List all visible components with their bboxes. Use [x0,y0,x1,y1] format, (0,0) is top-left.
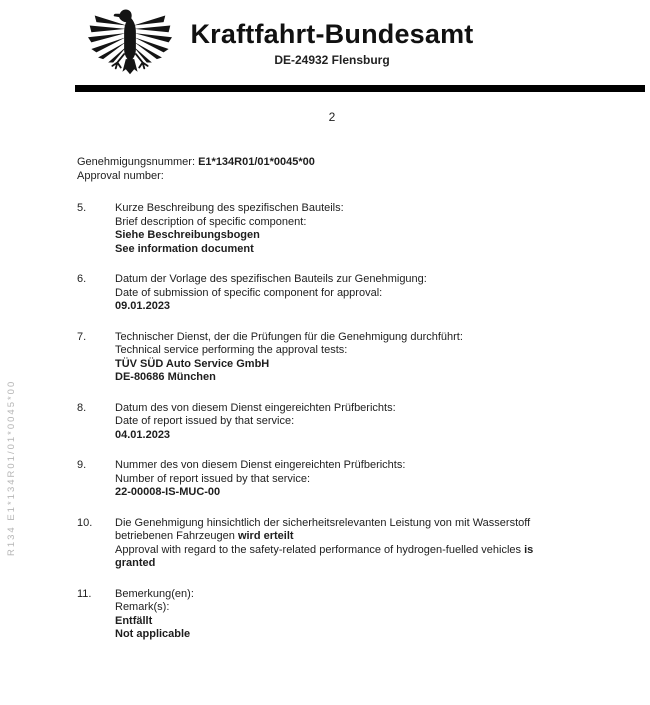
text-line: Not applicable [115,628,191,640]
text-line: Technical service performing the approval tests: [115,344,348,356]
section-number: 7. [77,330,87,343]
section-text [115,273,625,314]
text-line: Date of submission of specific component for approval: [115,286,383,299]
text-line: Datum des von diesem Dienst eingereichten Prüfberichts: [115,401,396,414]
section-number: 11. [77,587,92,600]
text-line: Datum der Vorlage des spezifischen Bauteils zur Genehmigung: [115,273,427,285]
letterhead [107,19,557,67]
section-text [115,402,625,443]
approval-label-en: Approval number: [77,169,164,182]
section-text [115,588,625,642]
section-number: 9. [77,459,87,471]
text-line: See information document [115,242,254,255]
text-line: Entfällt [115,614,153,627]
section-number: 10. [77,516,93,529]
text-line: Siehe Beschreibungsbogen [115,229,260,241]
margin-reference-text: R134 E1*134R01/01*0045*00 [6,379,17,556]
text-line: Die Genehmigung hinsichtlich der sicherheitsrelevanten Leistung von mit Wasserstoff [115,516,531,529]
text-line: Number of report issued by that service: [115,472,311,485]
section-number: 8. [77,401,87,414]
text-line: 09.01.2023 [115,300,171,312]
document-section-10 [77,517,625,571]
document-section-9 [77,459,625,500]
section-text [115,517,625,571]
document-section-6 [77,273,625,314]
section-number: 6. [77,273,87,285]
section-number: 5. [77,202,87,214]
text-line: 22-00008-IS-MUC-00 [115,486,221,498]
text-line: Remark(s): [115,601,170,613]
text-line: granted [115,557,156,569]
document-section-5 [77,202,625,256]
document-section-11 [77,588,625,642]
text-line: Kurze Beschreibung des spezifischen Bauteils: [115,202,344,214]
approval-label-de: Genehmigungsnummer: [77,156,196,168]
text-line: Nummer des von diesem Dienst eingereichten Prüfberichts: [115,459,406,471]
text-line: Date of report issued by that service: [115,415,295,427]
approval-number-line-de [77,156,315,170]
approval-number-value: E1*134R01/01*0045*00 [198,156,315,168]
section-text [115,459,625,500]
text-line: Approval with regard to the safety-related performance of hydrogen-fuelled vehicles is [115,543,534,556]
section-text [115,331,625,385]
document-section-7 [77,331,625,385]
text-line: 04.01.2023 [115,428,171,441]
text-line: TÜV SÜD Auto Service GmbH [115,357,270,370]
page-number: 2 [328,110,336,124]
section-text [115,202,625,256]
text-line: Technischer Dienst, der die Prüfungen für die Genehmigung durchführt: [115,330,463,343]
approval-number-block [77,156,315,183]
agency-location: DE-24932 Flensburg [274,53,390,67]
agency-title: Kraftfahrt-Bundesamt [190,19,474,49]
document-section-8 [77,402,625,443]
text-line: Bemerkung(en): [115,587,194,600]
header-rule [75,85,645,92]
text-line: betriebenen Fahrzeugen wird erteilt [115,530,294,542]
text-line: DE-80686 München [115,371,216,383]
text-line: Brief description of specific component: [115,215,307,228]
sections-list [77,202,625,659]
